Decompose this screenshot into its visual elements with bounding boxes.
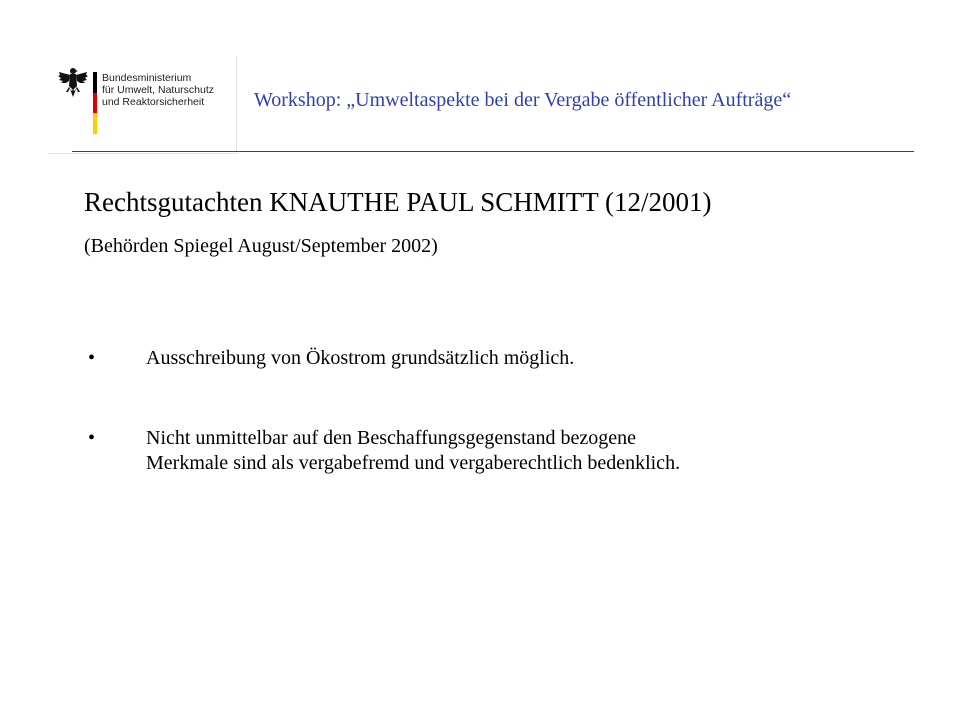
flag-stripe-black (93, 72, 97, 93)
bullet-icon: • (88, 427, 96, 449)
federal-eagle-icon (58, 66, 88, 100)
list-item-line: Ausschreibung von Ökostrom grundsätzlich möglich. (146, 347, 575, 369)
flag-stripe-red (93, 93, 97, 114)
flag-stripe-gold (93, 113, 97, 134)
flag-bar (93, 72, 97, 134)
list-item-text (146, 346, 926, 371)
page-subtitle: (Behörden Spiegel August/September 2002) (84, 235, 438, 257)
list-item-line: Merkmale sind als vergabefremd und vergaberechtlich bedenklich. (146, 452, 681, 474)
ministry-name-line: für Umwelt, Naturschutz (102, 84, 215, 96)
header-divider-vertical (236, 56, 237, 152)
ministry-name-line: und Reaktorsicherheit (102, 96, 205, 108)
header-divider (72, 151, 914, 152)
ministry-name-line: Bundesministerium (102, 72, 192, 84)
list-item-text (146, 426, 926, 476)
workshop-title: Workshop: „Umweltaspekte bei der Vergabe öffentlicher Aufträge“ (254, 89, 792, 111)
page-title: Rechtsgutachten KNAUTHE PAUL SCHMITT (12/2001) (84, 187, 712, 217)
ministry-name (102, 72, 214, 108)
header-divider-shadow (48, 153, 238, 154)
ministry-logo (58, 66, 228, 138)
bullet-icon: • (88, 347, 96, 369)
list-item-line: Nicht unmittelbar auf den Beschaffungsgegenstand bezogene (146, 427, 637, 449)
